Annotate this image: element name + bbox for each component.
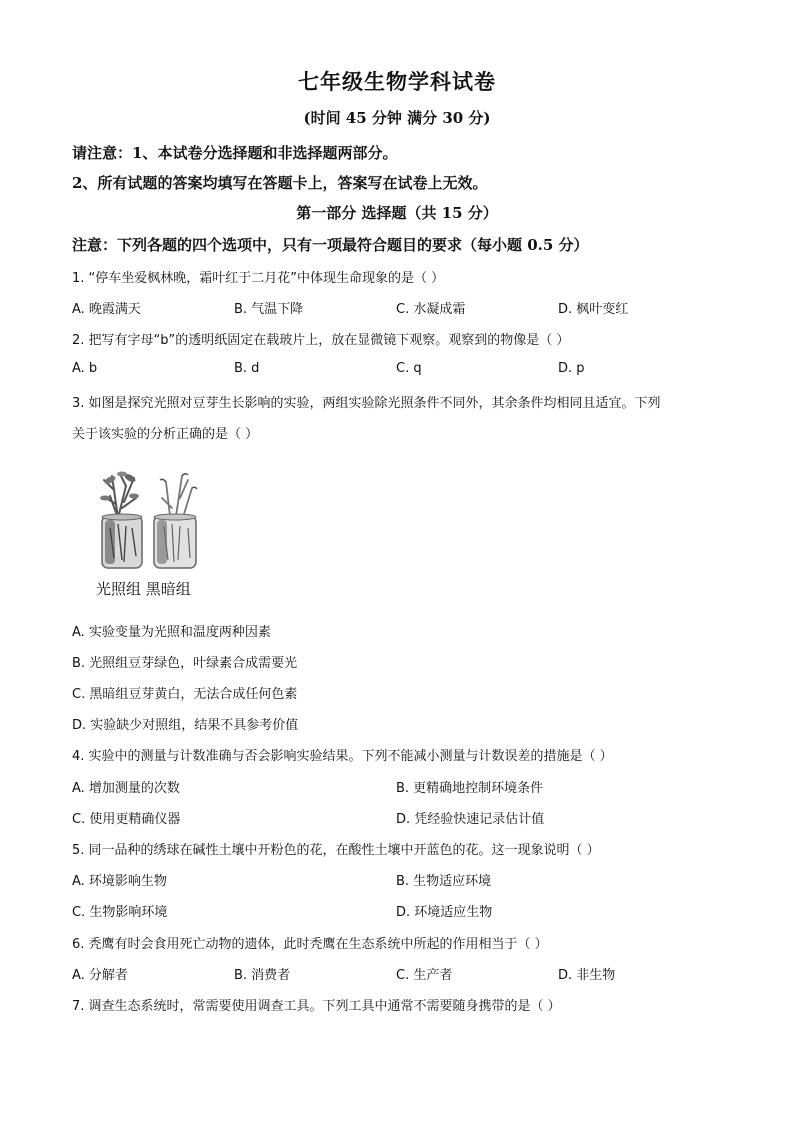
- question-4-stem: 4. 实验中的测量与计数准确与否会影响实验结果。下列不能减小测量与计数误差的措施是（ ）: [72, 749, 613, 764]
- question-6-option-a: A. 分解者: [72, 968, 128, 983]
- section-title: 第一部分 选择题（共 15 分）: [296, 204, 498, 222]
- question-2-option-a: A. b: [72, 361, 98, 376]
- question-2-option-d: D. p: [558, 361, 585, 376]
- question-3-stem-line-1: 3. 如图是探究光照对豆芽生长影响的实验，两组实验除光照条件不同外，其余条件均相同且适宜。下列: [72, 396, 661, 411]
- exam-subtitle: (时间 45 分钟 满分 30 分): [303, 109, 491, 127]
- question-5-option-d: D. 环境适应生物: [396, 905, 493, 920]
- question-4-option-a: A. 增加测量的次数: [72, 781, 180, 796]
- question-6-option-b: B. 消费者: [234, 968, 291, 983]
- question-3-option-d: D. 实验缺少对照组，结果不具参考价值: [72, 718, 299, 733]
- notice-line-1: 请注意：1、本试卷分选择题和非选择题两部分。: [72, 144, 398, 162]
- bean-sprout-figure: [96, 468, 206, 574]
- question-6-option-d: D. 非生物: [558, 968, 616, 983]
- question-3-stem-line-2: 关于该实验的分析正确的是（ ）: [72, 427, 259, 442]
- dark-group-jar: [154, 474, 197, 568]
- notice-line-2: 2、所有试题的答案均填写在答题卡上，答案写在试卷上无效。: [72, 174, 488, 192]
- question-7-stem: 7. 调查生态系统时，常需要使用调查工具。下列工具中通常不需要随身携带的是（ ）: [72, 999, 561, 1014]
- section-instruction: 注意：下列各题的四个选项中，只有一项最符合题目的要求（每小题 0.5 分）: [72, 236, 589, 254]
- question-2-option-c: C. q: [396, 361, 422, 376]
- question-1-option-b: B. 气温下降: [234, 302, 304, 317]
- question-2-stem: 2. 把写有字母“b”的透明纸固定在载玻片上，放在显微镜下观察。观察到的物像是（ ）: [72, 333, 570, 348]
- question-6-stem: 6. 秃鹰有时会食用死亡动物的遗体，此时秃鹰在生态系统中所起的作用相当于（ ）: [72, 937, 548, 952]
- question-4-option-d: D. 凭经验快速记录估计值: [396, 812, 545, 827]
- question-4-option-b: B. 更精确地控制环境条件: [396, 781, 544, 796]
- question-5-option-c: C. 生物影响环境: [72, 905, 168, 920]
- question-1-option-a: A. 晚霞满天: [72, 302, 141, 317]
- question-3-option-b: B. 光照组豆芽绿色，叶绿素合成需要光: [72, 656, 298, 671]
- question-3-option-c: C. 黑暗组豆芽黄白，无法合成任何色素: [72, 687, 298, 702]
- light-group-jar: [100, 472, 142, 569]
- question-5-stem: 5. 同一品种的绣球在碱性土壤中开粉色的花，在酸性土壤中开蓝色的花。这一现象说明（ ）: [72, 843, 600, 858]
- question-4-option-c: C. 使用更精确仪器: [72, 812, 181, 827]
- question-6-option-c: C. 生产者: [396, 968, 453, 983]
- question-2-option-b: B. d: [234, 361, 260, 376]
- question-1-option-d: D. 枫叶变红: [558, 302, 629, 317]
- figure-caption: 光照组 黑暗组: [96, 580, 191, 598]
- question-5-option-b: B. 生物适应环境: [396, 874, 492, 889]
- exam-title: 七年级生物学科试卷: [298, 69, 496, 94]
- question-5-option-a: A. 环境影响生物: [72, 874, 167, 889]
- question-3-option-a: A. 实验变量为光照和温度两种因素: [72, 625, 271, 640]
- question-1-stem: 1. “停车坐爱枫林晚，霜叶红于二月花”中体现生命现象的是（ ）: [72, 271, 445, 286]
- question-1-option-c: C. 水凝成霜: [396, 302, 466, 317]
